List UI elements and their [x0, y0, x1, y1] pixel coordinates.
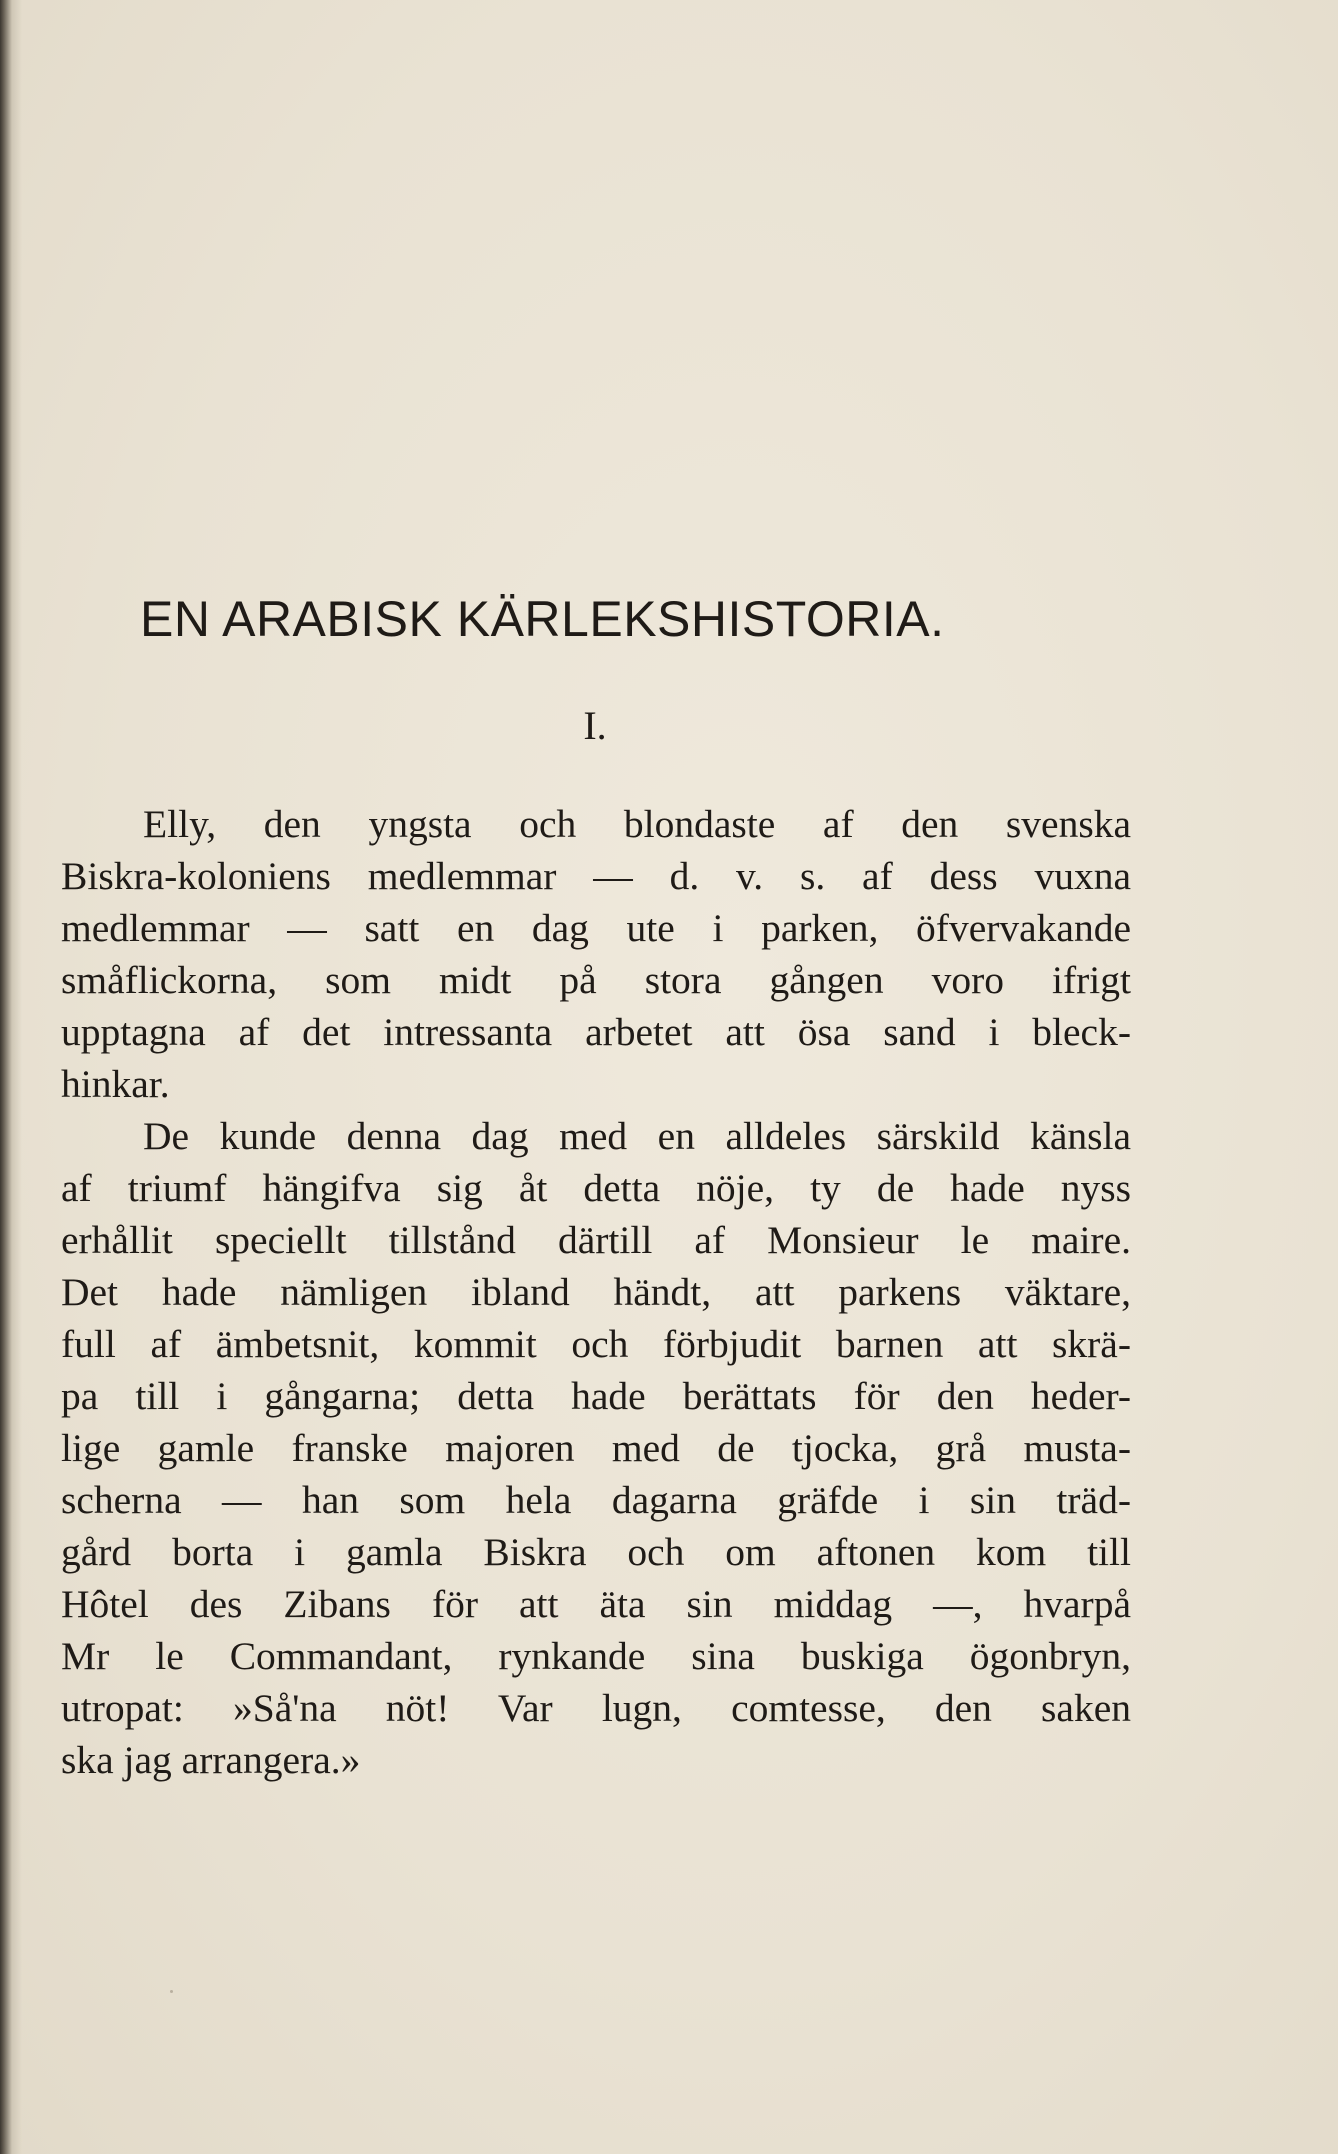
paper-speck: [170, 1990, 173, 1993]
text-line: scherna — han som hela dagarna gräfde i sin träd-: [61, 1478, 1131, 1522]
text-line: af triumf hängifva sig åt detta nöje, ty de hade nyss: [61, 1166, 1131, 1210]
story-title: EN ARABISK KÄRLEKSHISTORIA.: [140, 591, 945, 647]
text-line: utropat: »Så'na nöt! Var lugn, comtesse, den saken: [61, 1686, 1131, 1730]
text-line: erhållit speciellt tillstånd därtill af Monsieur le maire.: [61, 1218, 1131, 1262]
chapter-number: I.: [583, 703, 607, 748]
text-line: lige gamle franske majoren med de tjocka, grå musta-: [61, 1426, 1131, 1470]
text-line: full af ämbetsnit, kommit och förbjudit barnen att skrä-: [61, 1322, 1131, 1366]
text-line: Elly, den yngsta och blondaste af den svenska: [143, 802, 1131, 846]
text-line: upptagna af det intressanta arbetet att ösa sand i bleck-: [61, 1010, 1131, 1054]
text-line: pa till i gångarna; detta hade berättats för den heder-: [61, 1374, 1131, 1418]
page-spine-edge: [0, 0, 22, 2154]
text-line: Mr le Commandant, rynkande sina buskiga ögonbryn,: [61, 1634, 1131, 1678]
text-line: Det hade nämligen ibland händt, att parkens väktare,: [61, 1270, 1131, 1314]
text-line: De kunde denna dag med en alldeles särskild känsla: [143, 1114, 1131, 1158]
text-line: Hôtel des Zibans för att äta sin middag —, hvarpå: [61, 1582, 1131, 1626]
text-line: Biskra-koloniens medlemmar — d. v. s. af dess vuxna: [61, 854, 1131, 898]
text-line: gård borta i gamla Biskra och om aftonen kom till: [61, 1530, 1131, 1574]
text-line: småflickorna, som midt på stora gången voro ifrigt: [61, 958, 1131, 1002]
text-line: ska jag arrangera.»: [61, 1738, 361, 1782]
text-line: hinkar.: [61, 1062, 170, 1106]
text-line: medlemmar — satt en dag ute i parken, öfvervakande: [61, 906, 1131, 950]
